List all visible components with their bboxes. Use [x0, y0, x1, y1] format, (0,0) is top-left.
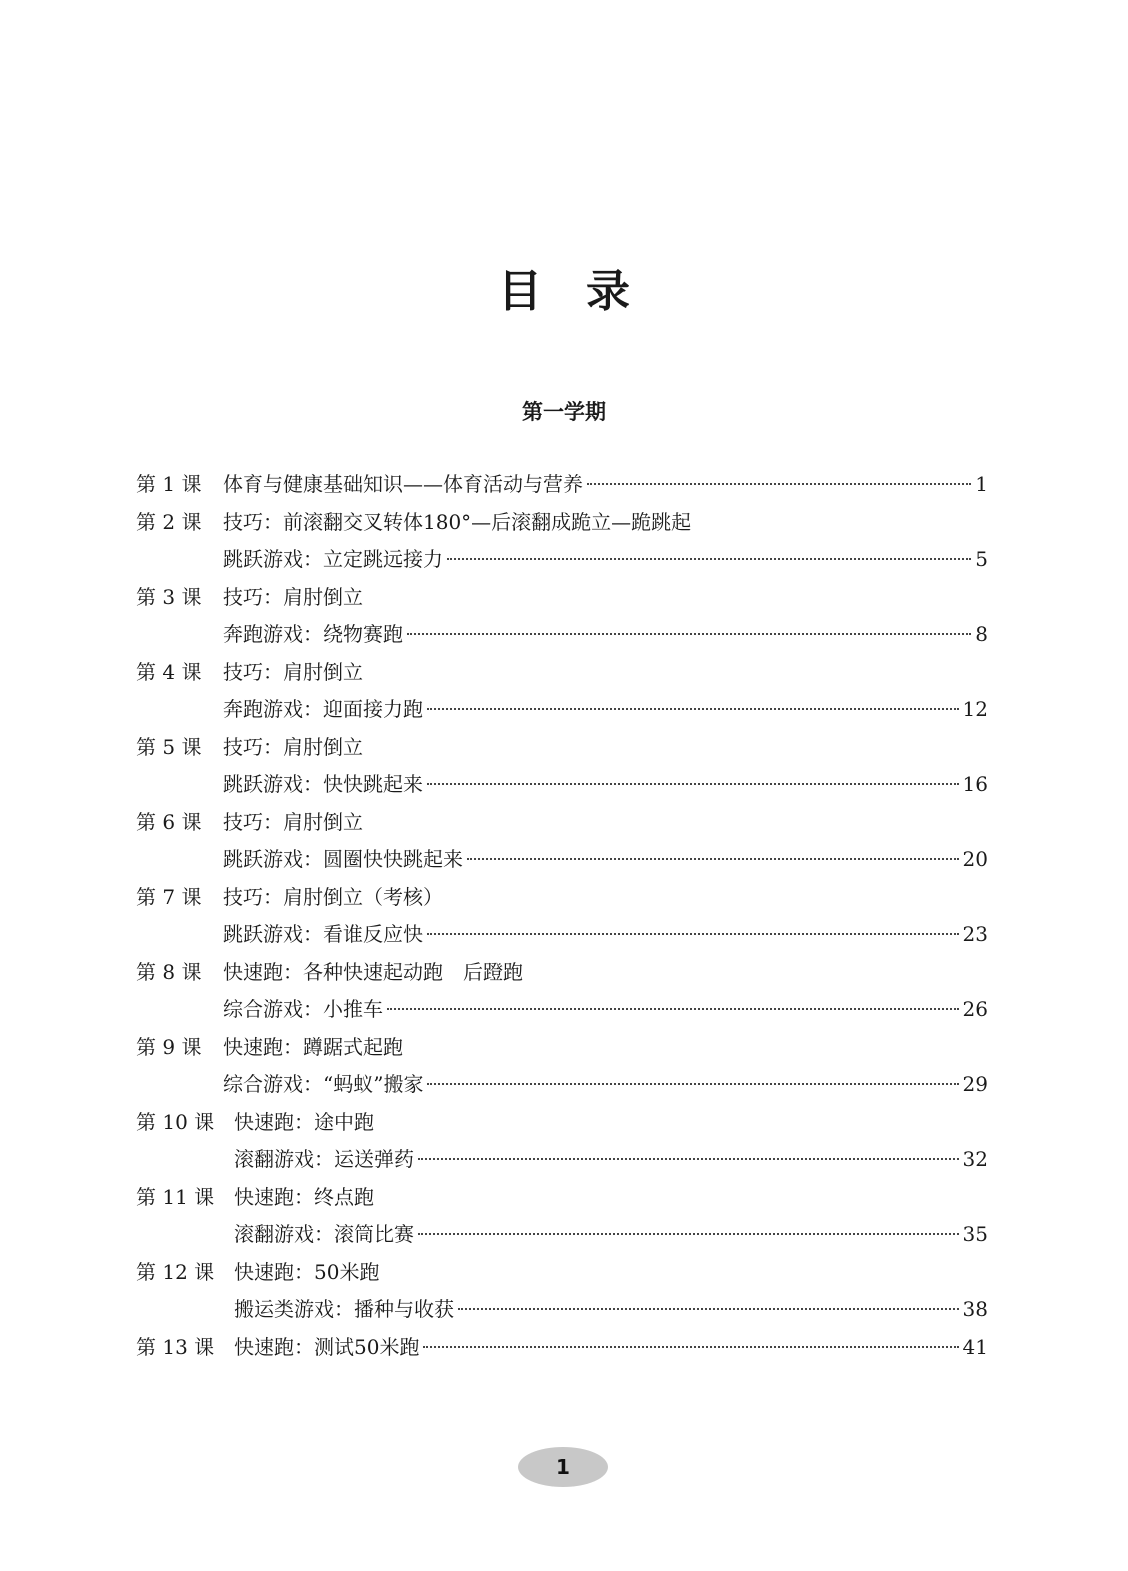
- entry-title: 快速跑：各种快速起动跑 后蹬跑: [223, 959, 523, 984]
- entry-title: 技巧：肩肘倒立: [223, 809, 363, 834]
- dot-leader: [427, 783, 959, 785]
- entry-page-number: 38: [962, 1297, 988, 1321]
- lesson-number: 第 8 课: [136, 959, 202, 984]
- toc-entry[interactable]: [136, 691, 988, 729]
- entry-title: 技巧：前滚翻交叉转体180°—后滚翻成跪立—跪跳起: [223, 509, 692, 534]
- lesson-number: 第 9 课: [136, 1034, 202, 1059]
- entry-title: 快速跑：蹲踞式起跑: [223, 1034, 403, 1059]
- entry-title: 滚翻游戏：运送弹药: [234, 1147, 414, 1171]
- toc-entry[interactable]: [136, 541, 988, 579]
- entry-title: 综合游戏：小推车: [223, 997, 383, 1021]
- page-number-badge: 1: [518, 1447, 608, 1487]
- lesson-number: 第 4 课: [136, 659, 202, 684]
- dot-leader: [458, 1308, 959, 1310]
- toc-entry[interactable]: [136, 616, 988, 654]
- toc-lesson: [136, 879, 988, 954]
- dot-leader: [427, 1083, 958, 1085]
- lesson-number: 第 6 课: [136, 809, 202, 834]
- entry-page-number: 5: [975, 547, 988, 571]
- entry-title: 技巧：肩肘倒立（考核）: [223, 884, 443, 909]
- entry-page-number: 32: [962, 1147, 988, 1171]
- entry-page-number: 20: [962, 847, 988, 871]
- entry-title: 快速跑：终点跑: [234, 1184, 374, 1209]
- entry-title: 跳跃游戏：立定跳远接力: [223, 547, 443, 571]
- entry-title: 综合游戏：“蚂蚁”搬家: [223, 1072, 424, 1096]
- dot-leader: [418, 1233, 959, 1235]
- page-title: 目录: [498, 266, 674, 317]
- entry-title: 技巧：肩肘倒立: [223, 734, 363, 759]
- toc-entry[interactable]: [136, 1104, 988, 1142]
- toc-entry[interactable]: [136, 766, 988, 804]
- entry-title: 技巧：肩肘倒立: [223, 659, 363, 684]
- dot-leader: [427, 933, 959, 935]
- lesson-number: 第 13 课: [136, 1334, 215, 1359]
- entry-title: 快速跑：途中跑: [234, 1109, 374, 1134]
- toc-lesson: [136, 1254, 988, 1329]
- toc-entry[interactable]: [136, 804, 988, 842]
- toc-entry[interactable]: [136, 1179, 988, 1217]
- toc-entry[interactable]: [136, 954, 988, 992]
- entry-page-number: 1: [975, 472, 988, 496]
- entry-page-number: 26: [962, 997, 988, 1021]
- lesson-number: 第 5 课: [136, 734, 202, 759]
- lesson-number: 第 3 课: [136, 584, 202, 609]
- toc-entry[interactable]: [136, 1329, 988, 1367]
- table-of-contents: [136, 466, 988, 1366]
- entry-page-number: 23: [962, 922, 988, 946]
- entry-title: 快速跑：50米跑: [234, 1259, 380, 1284]
- lesson-number: 第 1 课: [136, 472, 202, 496]
- entry-title: 滚翻游戏：滚筒比赛: [234, 1222, 414, 1246]
- entry-title: 跳跃游戏：圆圈快快跳起来: [223, 847, 463, 871]
- lesson-number: 第 11 课: [136, 1184, 215, 1209]
- dot-leader: [387, 1008, 959, 1010]
- toc-lesson: [136, 504, 988, 579]
- toc-lesson: [136, 1104, 988, 1179]
- entry-title: 快速跑：测试50米跑: [234, 1334, 420, 1359]
- toc-lesson: [136, 804, 988, 879]
- toc-entry[interactable]: [136, 1066, 988, 1104]
- toc-entry[interactable]: [136, 879, 988, 917]
- dot-leader: [467, 858, 959, 860]
- toc-entry[interactable]: [136, 841, 988, 879]
- lesson-number: 第 7 课: [136, 884, 202, 909]
- toc-entry[interactable]: [136, 654, 988, 692]
- dot-leader: [587, 483, 971, 485]
- toc-lesson: [136, 1179, 988, 1254]
- toc-entry[interactable]: [136, 991, 988, 1029]
- toc-lesson: [136, 729, 988, 804]
- dot-leader: [423, 1346, 958, 1348]
- toc-entry[interactable]: [136, 504, 988, 542]
- section-heading: 第一学期: [522, 400, 606, 424]
- dot-leader: [427, 708, 959, 710]
- toc-entry[interactable]: [136, 466, 988, 504]
- toc-entry[interactable]: [136, 916, 988, 954]
- dot-leader: [418, 1158, 959, 1160]
- toc-lesson: [136, 1329, 988, 1367]
- dot-leader: [447, 558, 971, 560]
- entry-page-number: 16: [962, 772, 988, 796]
- entry-page-number: 8: [975, 622, 988, 646]
- entry-title: 奔跑游戏：绕物赛跑: [223, 622, 403, 646]
- toc-lesson: [136, 466, 988, 504]
- entry-page-number: 12: [962, 697, 988, 721]
- toc-entry[interactable]: [136, 1029, 988, 1067]
- toc-lesson: [136, 954, 988, 1029]
- entry-page-number: 35: [962, 1222, 988, 1246]
- toc-lesson: [136, 579, 988, 654]
- toc-entry[interactable]: [136, 1141, 988, 1179]
- entry-title: 跳跃游戏：看谁反应快: [223, 922, 423, 946]
- lesson-number: 第 12 课: [136, 1259, 215, 1284]
- entry-title: 搬运类游戏：播种与收获: [234, 1297, 454, 1321]
- lesson-number: 第 2 课: [136, 509, 202, 534]
- toc-entry[interactable]: [136, 579, 988, 617]
- toc-entry[interactable]: [136, 1216, 988, 1254]
- entry-title: 体育与健康基础知识——体育活动与营养: [223, 472, 583, 496]
- entry-page-number: 29: [962, 1072, 988, 1096]
- lesson-number: 第 10 课: [136, 1109, 215, 1134]
- toc-lesson: [136, 654, 988, 729]
- entry-title: 跳跃游戏：快快跳起来: [223, 772, 423, 796]
- entry-title: 奔跑游戏：迎面接力跑: [223, 697, 423, 721]
- entry-page-number: 41: [962, 1334, 988, 1359]
- toc-entry[interactable]: [136, 729, 988, 767]
- dot-leader: [407, 633, 971, 635]
- entry-title: 技巧：肩肘倒立: [223, 584, 363, 609]
- toc-entry[interactable]: [136, 1291, 988, 1329]
- toc-entry[interactable]: [136, 1254, 988, 1292]
- toc-lesson: [136, 1029, 988, 1104]
